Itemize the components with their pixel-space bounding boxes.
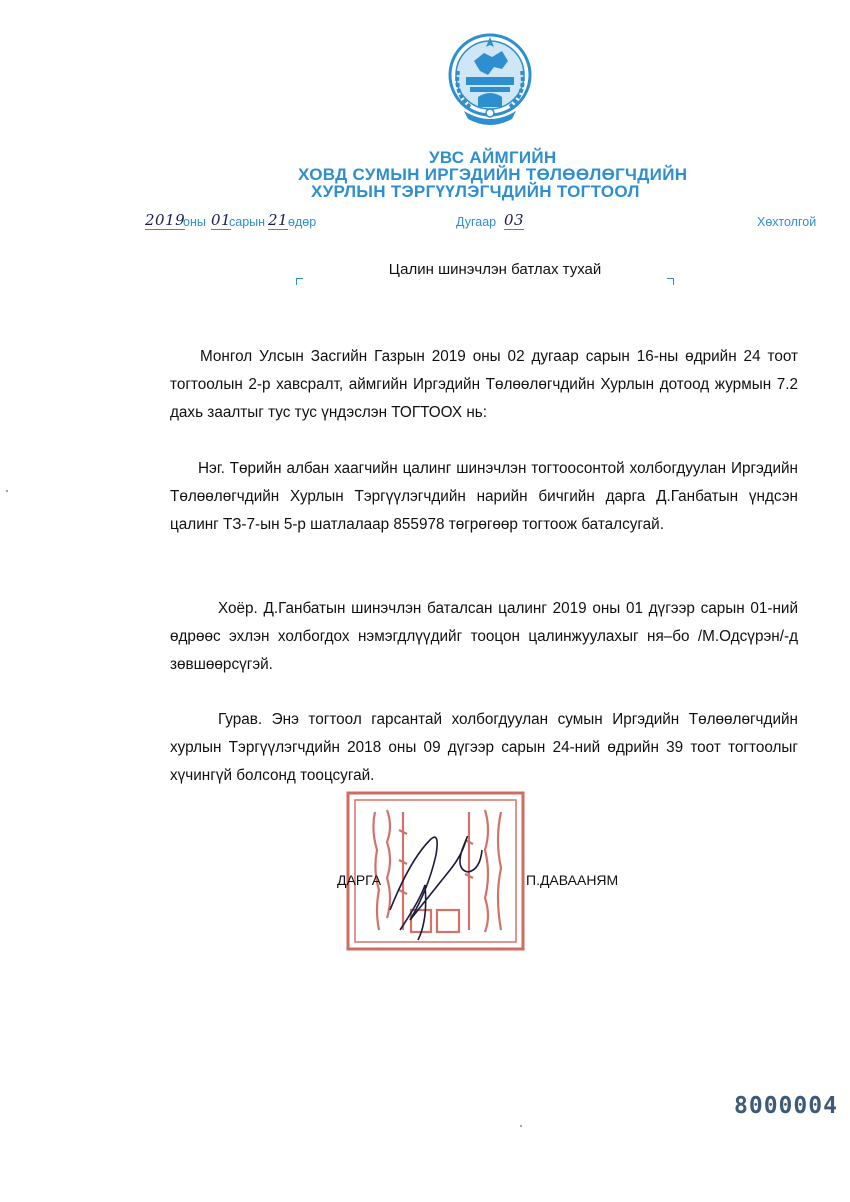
clause-two-paragraph: Хоёр. Д.Ганбатын шинэчлэн баталсан цалинг 2019 оны 01 дүгээр сарын 01-ний өдрөөс эхлэн холбогдох нэмэгдлүүдийг тооцон цалинжуулахыг ня–бо /М.Одсүрэн/-д зөвшөөрсүгэй. xyxy=(170,600,798,673)
document-serial-number: 8000004 xyxy=(734,1093,838,1119)
state-emblem-icon xyxy=(444,31,536,129)
year-value: 2019 xyxy=(145,211,186,229)
signatory-title: ДАРГА xyxy=(337,872,382,888)
day-value: 21 xyxy=(268,211,289,229)
clause-one-paragraph: Нэг. Төрийн албан хаагчийн цалинг шинэчлэн тогтоосонтой холбогдуулан Иргэдийн Төлөөлөгчдийн Хурлын Тэргүүлэгчдийн нарийн бичгийн дарга Д.Ганбатын үндсэн цалинг ТЗ-7-ын 5-р шатлалаар 855978 төгрөгөөр тогтоож баталсугай. xyxy=(170,460,798,533)
year-label: оны xyxy=(183,215,206,229)
document-subject: Цалин шинэчлэн батлах тухай xyxy=(388,261,602,278)
place-name: Хөхтолгой xyxy=(757,215,817,229)
header-line-sum: ХОВД СУМЫН ИРГЭДИЙН ТӨЛӨӨЛӨГЧДИЙН xyxy=(298,165,688,184)
number-label: Дугаар xyxy=(456,215,497,229)
signatory-name: П.ДАВААНЯМ xyxy=(526,872,619,888)
subject-bracket-left xyxy=(296,278,303,285)
month-label: сарын xyxy=(229,215,266,229)
day-label: өдөр xyxy=(288,215,317,229)
number-value: 03 xyxy=(504,211,525,229)
date-number-line xyxy=(0,213,850,237)
scan-speck xyxy=(6,490,8,492)
preamble-paragraph: Монгол Улсын Засгийн Газрын 2019 оны 02 дугаар сарын 16-ны өдрийн 24 тоот тогтоолын 2-р хавсралт, аймгийн Иргэдийн Төлөөлөгчдийн Хурлын дотоод журмын 7.2 дахь заалтыг тус тус үндэслэн ТОГТООХ нь: xyxy=(170,348,798,421)
header-line-aimag: УВС АЙМГИЙН xyxy=(429,148,557,167)
subject-bracket-right xyxy=(667,278,674,285)
month-value: 01 xyxy=(211,211,232,229)
clause-three-paragraph: Гурав. Энэ тогтоол гарсантай холбогдуулан сумын Иргэдийн Төлөөлөгчдийн хурлын Тэргүүлэгчдийн 2018 оны 09 дүгээр сарын 24-ний өдрийн 39 тоот тогтоолыг хүчингүй болсонд тооцсугай. xyxy=(170,711,798,784)
handwritten-signature xyxy=(370,800,490,950)
header-line-resolution: ХУРЛЫН ТЭРГҮҮЛЭГЧДИЙН ТОГТООЛ xyxy=(311,182,640,201)
scan-speck xyxy=(520,1125,522,1127)
